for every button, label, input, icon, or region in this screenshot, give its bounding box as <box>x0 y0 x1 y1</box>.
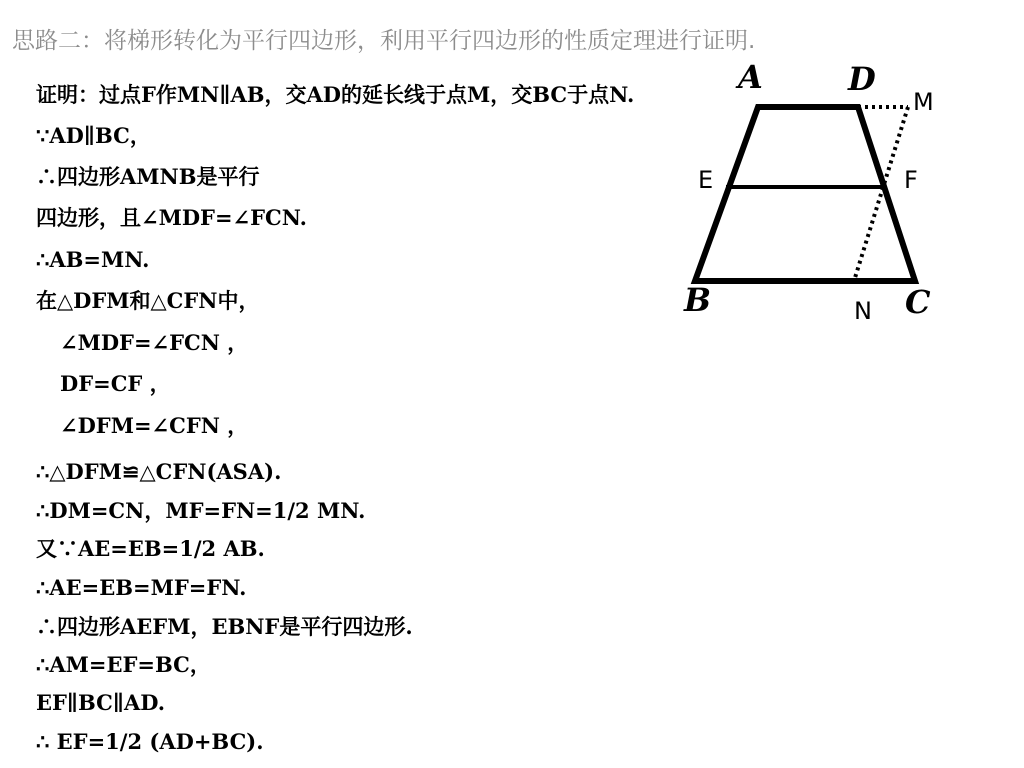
proof-line-14: ∴四边形AEFM，EBNF是平行四边形. <box>36 614 413 639</box>
proof-line-6: 在△DFM和△CFN中， <box>36 288 260 313</box>
label-e: E <box>698 166 714 194</box>
label-f: F <box>904 166 918 194</box>
proof-line-11: ∴DM=CN，MF=FN=1/2 MN. <box>36 498 366 523</box>
segment-mn-dotted <box>854 107 908 281</box>
proof-line-2: ∵AD∥BC， <box>36 123 151 148</box>
label-c: C <box>905 283 931 321</box>
proof-line-1: 证明：过点F作MN∥AB，交AD的延长线于点M，交BC于点N. <box>36 82 635 107</box>
trapezoid-abcd <box>695 107 915 281</box>
proof-line-5: ∴AB=MN. <box>36 247 150 272</box>
label-a: A <box>738 58 763 96</box>
proof-line-13: ∴AE=EB=MF=FN. <box>36 575 247 600</box>
proof-line-9: ∠DFM=∠CFN ， <box>60 413 249 438</box>
proof-line-15: ∴AM=EF=BC， <box>36 652 211 677</box>
label-d: D <box>848 60 876 98</box>
proof-line-8: DF=CF ， <box>60 371 171 396</box>
label-m: M <box>913 88 934 116</box>
proof-line-17: ∴ EF=1/2 (AD+BC). <box>36 729 264 754</box>
proof-line-3: ∴四边形AMNB是平行 <box>36 164 260 189</box>
label-n: N <box>854 297 872 325</box>
trapezoid-diagram <box>660 55 960 335</box>
proof-line-10: ∴△DFM≌△CFN(ASA). <box>36 459 282 484</box>
slide-heading: 思路二：将梯形转化为平行四边形，利用平行四边形的性质定理进行证明. <box>12 28 756 54</box>
label-b: B <box>684 281 712 319</box>
proof-line-16: EF∥BC∥AD. <box>36 690 166 715</box>
proof-line-7: ∠MDF=∠FCN ， <box>60 330 249 355</box>
proof-line-12: 又∵AE=EB=1/2 AB. <box>36 536 265 561</box>
proof-line-4: 四边形，且∠MDF=∠FCN. <box>36 205 307 230</box>
